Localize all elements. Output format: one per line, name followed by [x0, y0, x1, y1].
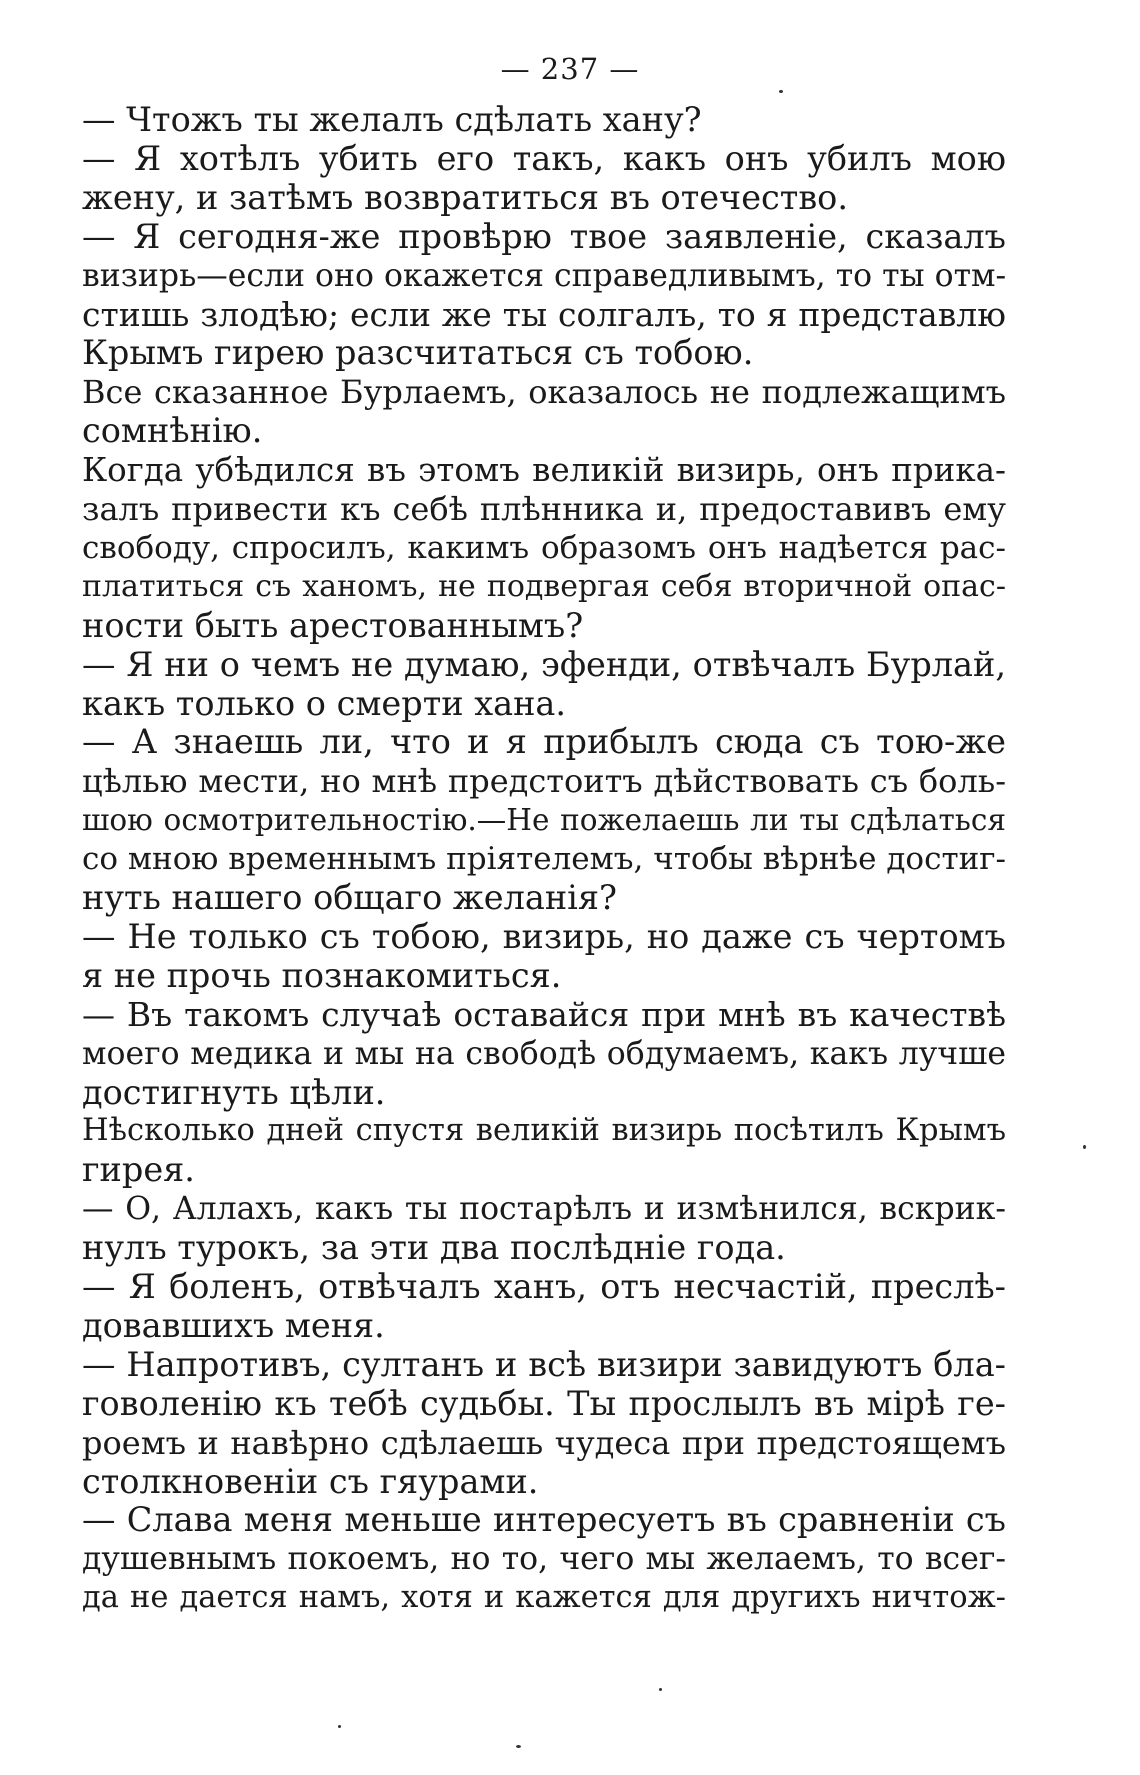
text-line: стишь злодѣю; если же ты солгалъ, то я представлю	[82, 294, 1006, 334]
text-line: говоленію къ тебѣ судьбы. Ты прослылъ въ мірѣ ге-	[82, 1383, 1006, 1423]
text-line: шою осмотрительностію.—Не пожелаешь ли ты сдѣлаться	[82, 803, 1006, 838]
text-line: гирея.	[82, 1150, 195, 1190]
text-line: роемъ и навѣрно сдѣлаешь чудеса при предстоящемъ	[82, 1423, 1006, 1462]
text-line: Нѣсколько дней спустя великій визирь посѣтилъ Крымъ	[82, 1113, 1006, 1149]
text-line: моего медика и мы на свободѣ обдумаемъ, какъ лучше	[82, 1035, 1006, 1072]
text-line: нуть нашего общаго желанія?	[82, 878, 617, 917]
text-line: — Я сегодня-же провѣрю твое заявленіе, сказалъ	[82, 216, 1006, 256]
text-line: душевнымъ покоемъ, но то, чего мы желаемъ, то всег-	[82, 1541, 1006, 1578]
text-line: Все сказанное Бурлаемъ, оказалось не подлежащимъ	[82, 373, 1006, 412]
text-line: довавшихъ меня.	[82, 1305, 385, 1345]
text-line: какъ только о смерти хана.	[82, 683, 567, 723]
text-line: — О, Аллахъ, какъ ты постарѣлъ и измѣнился, вскрик-	[82, 1191, 1006, 1228]
text-line: ности быть арестованнымъ?	[82, 605, 584, 645]
scan-speck	[659, 1688, 662, 1691]
text-line: — Я ни о чемъ не думаю, эфенди, отвѣчалъ Бурлай,	[82, 644, 1006, 684]
text-line: Крымъ гирею разсчитаться съ тобою.	[82, 333, 754, 373]
text-line: — Я боленъ, отвѣчалъ ханъ, отъ несчастій, преслѣ-	[82, 1267, 1006, 1306]
scan-speck	[338, 1725, 341, 1728]
text-line: — Въ такомъ случаѣ оставайся при мнѣ въ качествѣ	[82, 994, 1006, 1034]
text-line: я не прочь познакомиться.	[82, 955, 562, 995]
text-line: нулъ турокъ, за эти два послѣдніе года.	[82, 1228, 786, 1268]
text-line: со мною временнымъ пріятелемъ, чтобы вѣрнѣе достиг-	[82, 841, 1006, 878]
text-line: цѣлью мести, но мнѣ предстоитъ дѣйствовать съ боль-	[82, 762, 1006, 801]
text-line: сомнѣнію.	[82, 411, 263, 451]
scan-speck	[779, 90, 783, 93]
scan-speck	[516, 1745, 521, 1748]
text-line: залъ привести къ себѣ плѣнника и, предоставивъ ему	[82, 490, 1006, 528]
text-line: — А знаешь ли, что и я прибылъ сюда съ тою-же	[82, 722, 1006, 762]
text-line: визирь—если оно окажется справедливымъ, то ты отм-	[82, 257, 1007, 294]
text-line: столкновеніи съ гяурами.	[82, 1461, 539, 1501]
text-line: да не дается намъ, хотя и кажется для другихъ ничтож-	[82, 1580, 1006, 1616]
scan-speck	[1083, 1145, 1086, 1149]
text-line: — Напротивъ, султанъ и всѣ визири завидуютъ бла-	[82, 1344, 1006, 1384]
text-line: — Я хотѣлъ убить его такъ, какъ онъ убилъ мою	[82, 138, 1006, 178]
text-line: — Слава меня меньше интересуетъ въ сравненіи съ	[82, 1500, 1006, 1540]
text-line: Когда убѣдился въ этомъ великій визирь, онъ прика-	[82, 451, 1006, 490]
text-line: — Чтожъ ты желалъ сдѣлать хану?	[82, 100, 702, 139]
page-number: — 237 —	[500, 52, 640, 86]
text-line: достигнуть цѣли.	[82, 1072, 386, 1112]
text-line: жену, и затѣмъ возвратиться въ отечество.	[82, 177, 849, 217]
text-line: свободу, спросилъ, какимъ образомъ онъ надѣется рас-	[82, 529, 1006, 566]
text-line: платиться съ ханомъ, не подвергая себя вторичной опас-	[82, 568, 1006, 604]
text-line: — Не только съ тобою, визирь, но даже съ чертомъ	[82, 916, 1006, 956]
